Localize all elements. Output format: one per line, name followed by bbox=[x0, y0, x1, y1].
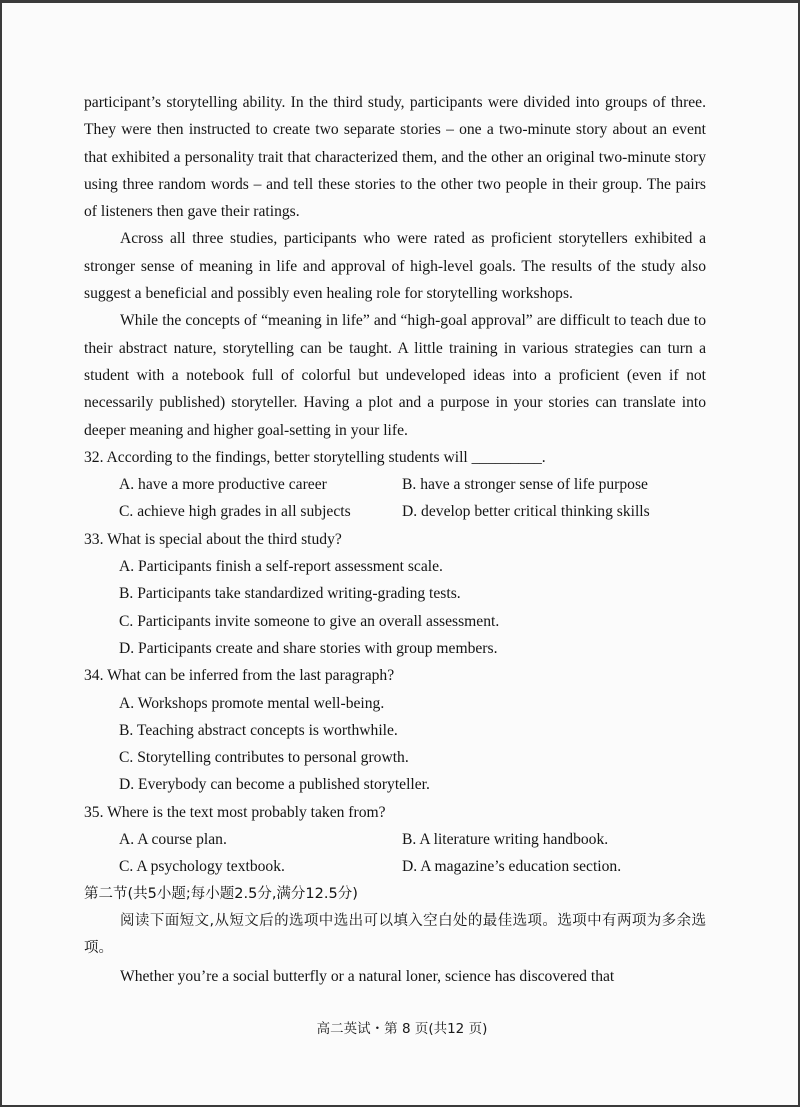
option-c: C. Storytelling contributes to personal growth. bbox=[119, 749, 409, 767]
passage-paragraph-2: Across all three studies, participants who were rated as proficient storytellers exhibited a stronger sense of meaning in life and approval of high-level goals. The results of the study also suggest a beneficial and possibly even healing role for storytelling workshops. bbox=[84, 230, 706, 303]
passage-paragraph-3: While the concepts of “meaning in life” and “high-goal approval” are difficult to teach due to their abstract nature, storytelling can be taught. A little training in various strategies can turn a student with a notebook full of colorful but undeveloped ideas into a proficient (even if not necessarily published) storyteller. Having a plot and a purpose in your stories can translate into deeper meaning and higher goal-setting in your life. bbox=[84, 312, 706, 439]
question-stem: 33. What is special about the third study? bbox=[84, 530, 342, 548]
page-content bbox=[84, 89, 706, 990]
section-2-heading: 第二节(共5小题;每小题2.5分,满分12.5分) bbox=[84, 885, 358, 902]
question-stem: 32. According to the findings, better storytelling students will _________. bbox=[84, 448, 546, 466]
option-b: B. Participants take standardized writing-grading tests. bbox=[119, 585, 461, 603]
question-34 bbox=[84, 662, 706, 798]
option-c: C. achieve high grades in all subjects bbox=[119, 503, 351, 521]
page-footer: 高二英试・第 8 页(共12 页) bbox=[316, 1021, 488, 1037]
option-b: B. have a stronger sense of life purpose bbox=[402, 476, 648, 494]
option-a: A. Participants finish a self-report assessment scale. bbox=[119, 558, 443, 576]
option-d: D. develop better critical thinking skills bbox=[402, 503, 650, 521]
option-b: B. A literature writing handbook. bbox=[402, 831, 609, 849]
question-33 bbox=[84, 526, 706, 662]
option-a: A. Workshops promote mental well-being. bbox=[119, 694, 385, 712]
option-d: D. A magazine’s education section. bbox=[402, 858, 622, 876]
question-stem: 35. Where is the text most probably taken from? bbox=[84, 803, 386, 821]
section-2-instruction: 阅读下面短文,从短文后的选项中选出可以填入空白处的最佳选项。选项中有两项为多余选项。 bbox=[84, 912, 706, 957]
question-35 bbox=[84, 799, 706, 881]
passage-paragraph-1: participant’s storytelling ability. In the third study, participants were divided into groups of three. They were then instructed to create two separate stories – one a two-minute story about an event that exhibited a personality trait that characterized them, and the other an original two-minute story using three random words – and tell these stories to the other two people in their group. The pairs of listeners then gave their ratings. bbox=[84, 94, 706, 221]
question-32 bbox=[84, 444, 706, 526]
option-d: D. Everybody can become a published storyteller. bbox=[119, 776, 430, 794]
option-row bbox=[119, 853, 706, 880]
question-stem: 34. What can be inferred from the last paragraph? bbox=[84, 667, 395, 685]
option-row bbox=[119, 471, 706, 498]
option-b: B. Teaching abstract concepts is worthwhile. bbox=[119, 721, 398, 739]
option-c: C. A psychology textbook. bbox=[119, 858, 285, 876]
section-2-opening-line: Whether you’re a social butterfly or a natural loner, science has discovered that bbox=[120, 967, 615, 985]
option-row bbox=[119, 826, 706, 853]
option-c: C. Participants invite someone to give an overall assessment. bbox=[119, 612, 500, 630]
option-a: A. A course plan. bbox=[119, 831, 227, 849]
option-d: D. Participants create and share stories with group members. bbox=[119, 639, 498, 657]
option-row bbox=[119, 498, 706, 525]
option-a: A. have a more productive career bbox=[119, 476, 327, 494]
